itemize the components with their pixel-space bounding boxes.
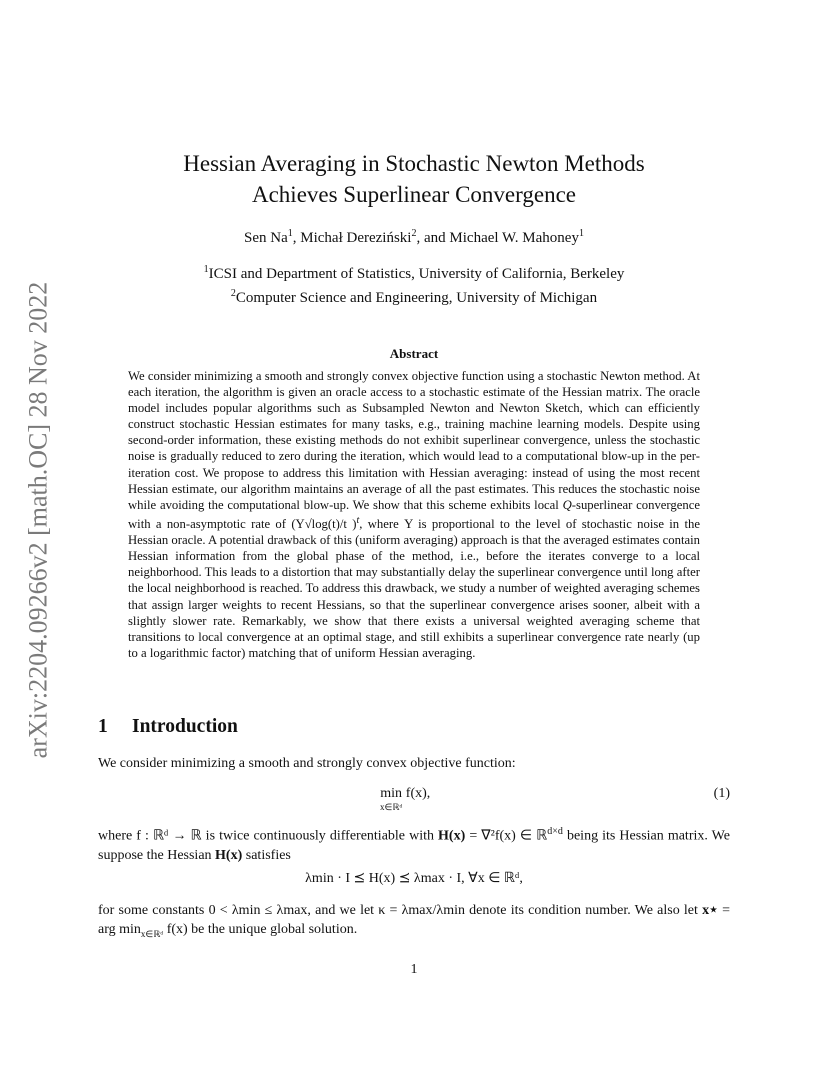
- equation-hessian-bounds: λmin · I ⪯ H(x) ⪯ λmax · I, ∀x ∈ ℝᵈ,: [305, 871, 523, 886]
- p3-text-3: f(x) be the unique global solution.: [163, 922, 358, 937]
- affiliation-2: [98, 284, 730, 308]
- affiliation-1-text: ICSI and Department of Statistics, University of California, Berkeley: [208, 266, 625, 282]
- equation-1-label: (1): [713, 786, 730, 801]
- min-operator: min: [380, 786, 403, 801]
- author-2-affil: 2: [411, 228, 417, 239]
- section-number: 1: [98, 716, 108, 737]
- p2-hessian-symbol: H(x): [438, 828, 466, 844]
- intro-paragraph-3: [98, 901, 730, 944]
- intro-paragraph-1: We consider minimizing a smooth and strongly convex objective function:: [98, 756, 516, 771]
- section-title: Introduction: [132, 716, 238, 737]
- p3-argmin-subscript: x∈ℝᵈ: [140, 928, 164, 939]
- equation-1-expression: f(x),: [405, 786, 431, 801]
- title-line-1: Hessian Averaging in Stochastic Newton Methods: [183, 151, 645, 176]
- abstract-text-1: We consider minimizing a smooth and strongly convex objective function using a stochastic Newton method. At each iteration, the algorithm is given an oracle access to a stochastic estimate of the Hessian matrix. The oracle model includes popular algorithms such as Subsampled Newton and Newton Sketch, which can efficiently construct stochastic Hessian estimates for many tasks, e.g., training machine learning models. Despite using second-order information, these existing methods do not exhibit superlinear convergence, unless the stochastic noise is gradually reduced to zero during the iteration, which would lead to a computational blow-up in the per-iteration cost. We propose to address this limitation with Hessian averaging: instead of using the most recent Hessian estimate, our algorithm maintains an average of all the past estimates. This reduces the stochastic noise while avoiding the computational blow-up. We show that this scheme exhibits local: [128, 369, 700, 512]
- equation-1-min: [380, 786, 402, 812]
- affiliation-2-text: Computer Science and Engineering, University of Michigan: [235, 290, 598, 306]
- arxiv-id-text: arXiv:2204.09266v2 [math.OC] 28 Nov 2022: [23, 281, 52, 759]
- abstract-body: [128, 368, 700, 661]
- p2-text-2: = ∇²f(x) ∈ ℝ: [465, 828, 548, 844]
- section-heading-introduction: [98, 716, 238, 738]
- abstract-text-3: , where Υ is proportional to the level of stochastic noise in the Hessian oracle. A potential drawback of this (uniform averaging) approach is that the averaged estimates contain Hessian information from the global phase of the method, i.e., before the iterates converge to a local neighborhood. This leads to a distortion that may substantially delay the superlinear convergence until long after the local neighborhood is reached. To address this drawback, we study a number of weighted averaging schemes that assign larger weights to recent Hessians, so that the superlinear convergence arises sooner, albeit with a slightly slower rate. Remarkably, we show that there exists a universal weighted averaging scheme that transitions to local convergence at an optimal stage, and still exhibits a superlinear convergence rate nearly (up to a logarithmic factor) matching that of uniform Hessian averaging.: [128, 517, 700, 660]
- arxiv-margin-identifier: [16, 260, 60, 780]
- author-1-affil: 1: [287, 228, 293, 239]
- min-subscript: x∈ℝᵈ: [380, 802, 403, 812]
- p3-solution-symbol: x⋆: [702, 903, 718, 918]
- p2-text-4: satisfies: [242, 847, 291, 863]
- author-1: Sen Na: [244, 230, 288, 246]
- abstract-rate-formula: (Υ√log(t)/t ): [291, 517, 357, 532]
- affiliation-1-mark: 1: [203, 264, 209, 275]
- author-3-affil: 1: [578, 228, 584, 239]
- author-2: Michał Dereziński: [300, 230, 412, 246]
- affiliations: [98, 260, 730, 308]
- p2-dimension-sup: d×d: [547, 826, 563, 837]
- abstract-q-symbol: Q: [562, 497, 572, 512]
- p3-text-1: for some constants 0 < λmin ≤ λmax, and we let κ = λmax/λmin denote its condition number. We also let: [98, 903, 703, 918]
- p2-hessian-symbol-2: H(x): [215, 847, 243, 863]
- author-3: Michael W. Mahoney: [449, 230, 579, 246]
- author-list: Sen Na$^1$, Michał Dereziński$^2$, and Michael W. Mahoney$^1$: [244, 228, 584, 246]
- p2-text-1: where f : ℝᵈ → ℝ is twice continuously differentiable with: [98, 828, 439, 844]
- abstract-rate-exponent: t: [356, 514, 360, 526]
- equation-1-body: [380, 786, 430, 812]
- author-separator: , and: [416, 230, 450, 246]
- p2-text-3: being its Hessian matrix. We suppose the Hessian: [98, 828, 730, 863]
- p3-text-2: = arg min: [98, 903, 730, 937]
- affiliation-2-mark: 2: [230, 288, 236, 299]
- abstract-heading: Abstract: [389, 346, 439, 361]
- title-line-2: Achieves Superlinear Convergence: [251, 182, 576, 207]
- intro-paragraph-2: [98, 822, 730, 865]
- page-number: 1: [410, 962, 418, 977]
- abstract-text-2: -superlinear convergence with a non-asymptotic rate of: [128, 497, 700, 532]
- equation-1: [98, 784, 730, 814]
- affiliation-1: [98, 260, 730, 284]
- paper-title: [98, 148, 730, 210]
